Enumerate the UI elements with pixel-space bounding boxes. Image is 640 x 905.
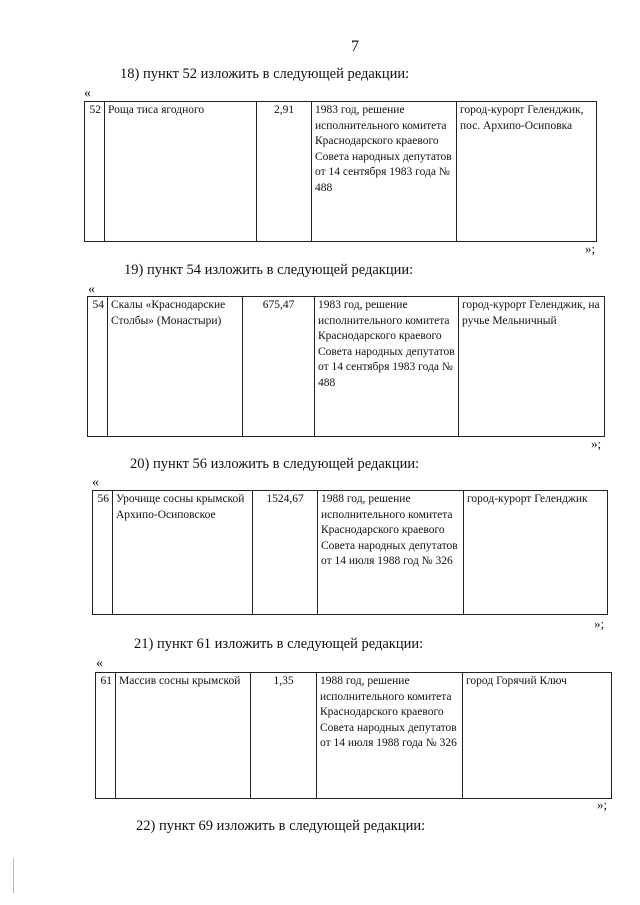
cell-number: 56 — [93, 491, 113, 615]
open-quote: « — [96, 656, 103, 671]
page-number: 7 — [351, 38, 359, 55]
cell-area: 2,91 — [257, 102, 312, 242]
cell-decision: 1988 год, решение исполнительного комитета Краснодарского краевого Совета народных депутатов от 14 июля 1988 год № 326 — [318, 491, 464, 615]
cell-name: Массив сосны крымской — [116, 673, 251, 799]
cell-number: 54 — [88, 297, 108, 437]
heading-item-20: 20) пункт 56 изложить в следующей редакции: — [130, 456, 420, 472]
record-table-61 — [95, 672, 612, 799]
close-quote: »; — [594, 616, 605, 631]
cell-number: 61 — [96, 673, 116, 799]
cell-location: город Горячий Ключ — [463, 673, 612, 799]
heading-item-21: 21) пункт 61 изложить в следующей редакции: — [134, 636, 424, 652]
close-quote: »; — [585, 241, 596, 256]
cell-name: Роща тиса ягодного — [105, 102, 257, 242]
cell-area: 1524,67 — [253, 491, 318, 615]
cell-decision: 1983 год, решение исполнительного комитета Краснодарского краевого Совета народных депутатов от 14 сентября 1983 года № 488 — [315, 297, 459, 437]
table-row — [93, 491, 608, 615]
table-row — [88, 297, 605, 437]
cell-location: город-курорт Геленджик — [464, 491, 608, 615]
cell-area: 1,35 — [251, 673, 317, 799]
cell-area: 675,47 — [243, 297, 315, 437]
close-quote: »; — [591, 436, 602, 451]
cell-number: 52 — [85, 102, 105, 242]
cell-location: город-курорт Геленджик, на ручье Мельничный — [459, 297, 605, 437]
table-row — [96, 673, 612, 799]
scan-margin-mark — [13, 858, 14, 893]
table-row — [85, 102, 597, 242]
cell-decision: 1983 год, решение исполнительного комитета Краснодарского краевого Совета народных депутатов от 14 сентября 1983 года № 488 — [312, 102, 457, 242]
cell-decision: 1988 год, решение исполнительного комитета Краснодарского краевого Совета народных депутатов от 14 июля 1988 года № 326 — [317, 673, 463, 799]
heading-item-22: 22) пункт 69 изложить в следующей редакции: — [136, 818, 426, 834]
cell-name: Скалы «Краснодарские Столбы» (Монастыри) — [108, 297, 243, 437]
cell-location: город-курорт Геленджик, пос. Архипо-Осиповка — [457, 102, 597, 242]
heading-item-19: 19) пункт 54 изложить в следующей редакции: — [124, 262, 414, 278]
record-table-54 — [87, 296, 605, 437]
open-quote: « — [88, 282, 95, 297]
cell-name: Урочище сосны крымской Архипо-Осиповское — [113, 491, 253, 615]
heading-item-18: 18) пункт 52 изложить в следующей редакции: — [120, 66, 410, 82]
record-table-56 — [92, 490, 608, 615]
record-table-52 — [84, 101, 597, 242]
close-quote: »; — [597, 797, 608, 812]
open-quote: « — [84, 86, 91, 101]
open-quote: « — [92, 475, 99, 490]
